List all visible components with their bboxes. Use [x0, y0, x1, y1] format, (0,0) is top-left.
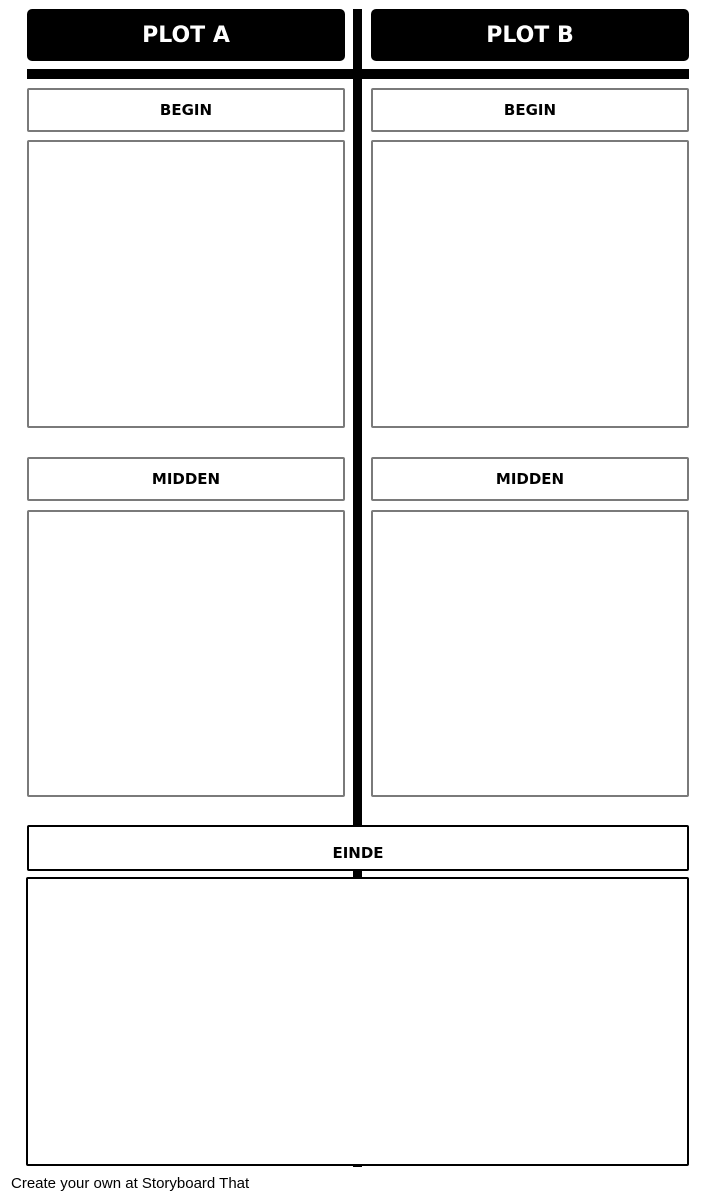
plot-b-header — [371, 9, 689, 61]
footer-credit[interactable] — [11, 1175, 249, 1192]
plot-a-begin-label — [27, 88, 345, 132]
plot-b-middle-box[interactable] — [371, 510, 689, 797]
plot-b-begin-box[interactable] — [371, 140, 689, 428]
plot-a-middle-label — [27, 457, 345, 501]
vertical-divider-bar — [353, 9, 362, 827]
plot-a-header — [27, 9, 345, 61]
end-box[interactable] — [26, 877, 689, 1166]
plot-a-middle-text: MIDDEN — [151, 470, 221, 488]
plot-b-middle-label — [371, 457, 689, 501]
end-text: EINDE — [332, 844, 384, 862]
end-label — [27, 825, 689, 871]
plot-a-middle-box[interactable] — [27, 510, 345, 797]
plot-a-begin-text: BEGIN — [159, 101, 213, 119]
plot-b-middle-text: MIDDEN — [495, 470, 565, 488]
plot-a-title: PLOT A — [142, 22, 230, 48]
plot-a-begin-box[interactable] — [27, 140, 345, 428]
plot-b-begin-label — [371, 88, 689, 132]
plot-b-title: PLOT B — [486, 22, 574, 48]
plot-b-begin-text: BEGIN — [503, 101, 557, 119]
footer-text: Create your own at Storyboard That — [11, 1175, 250, 1192]
